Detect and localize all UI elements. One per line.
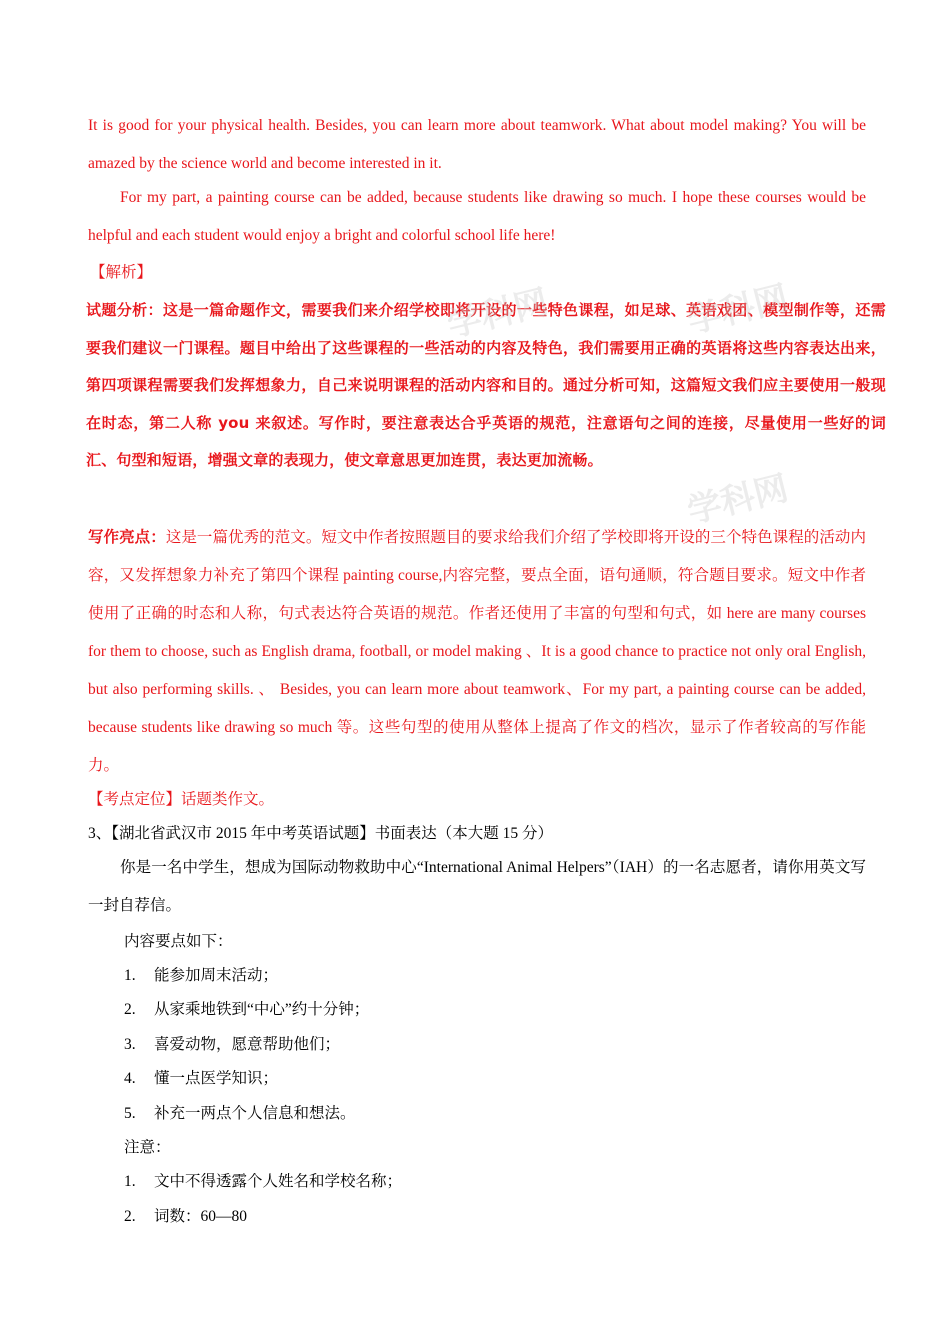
topic-position: 【考点定位】话题类作文。 bbox=[88, 791, 275, 808]
watermark: 学科网 bbox=[443, 282, 553, 346]
highlights-title: 写作亮点： bbox=[88, 529, 166, 546]
highlights-section bbox=[88, 519, 866, 785]
essay-ending bbox=[88, 107, 866, 255]
analysis-box bbox=[86, 278, 886, 532]
list-item: 4. 懂一点医学知识； bbox=[124, 1070, 279, 1087]
analysis-paragraph bbox=[86, 292, 886, 480]
list-item: 2. 词数：60—80 bbox=[124, 1208, 248, 1225]
list-item: 3. 喜爱动物，愿意帮助他们； bbox=[124, 1036, 341, 1053]
list-item: 5. 补充一两点个人信息和想法。 bbox=[124, 1105, 356, 1122]
question-3-heading: 3、【湖北省武汉市 2015 年中考英语试题】书面表达（本大题 15 分） bbox=[88, 825, 554, 842]
analysis-label: 【解析】 bbox=[90, 264, 153, 281]
list-item: 1. 文中不得透露个人姓名和学校名称； bbox=[124, 1173, 403, 1190]
essay-paragraph-2: For my part, a painting course can be added, because students like drawing so much. I hope these courses would be helpful and each student would enjoy a bright and colorful school life here! bbox=[88, 189, 866, 244]
analysis-title: 试题分析： bbox=[86, 301, 163, 319]
list-item: 2. 从家乘地铁到“中心”约十分钟； bbox=[124, 1001, 370, 1018]
list-item: 1. 能参加周末活动； bbox=[124, 967, 279, 984]
highlights-body: 这是一篇优秀的范文。短文中作者按照题目的要求给我们介绍了学校即将开设的三个特色课程的活动内容，又发挥想象力补充了第四个课程 painting course,内容完整，要点全面，语句通顺，符合题目要求。短文中作者使用了正确的时态和人称，句式表达符合英语的规范。作者还使用了丰富的句型和句式，如 here are many courses for them to choose, such as English drama, football, or model making 、It is a good chance to practice not only oral English, but also performing skills. 、 Besides, you can learn more about teamwork、For my part, a painting course can be added, because students like drawing so much 等。这些句型的使用从整体上提高了作文的档次，显示了作者较高的写作能力。 bbox=[88, 529, 866, 774]
essay-paragraph-1: It is good for your physical health. Besides, you can learn more about teamwork. What about model making? You will be amazed by the science world and become interested in it. bbox=[88, 117, 866, 172]
points-title: 内容要点如下： bbox=[124, 933, 233, 950]
analysis-body: 这是一篇命题作文，需要我们来介绍学校即将开设的一些特色课程，如足球、英语戏团、模型制作等，还需要我们建议一门课程。题目中给出了这些课程的一些活动的内容及特色，我们需要用正确的英语将这些内容表达出来，第四项课程需要我们发挥想象力，自己来说明课程的活动内容和目的。通过分析可知，这篇短文我们应主要使用一般现在时态，第二人称 you 来叙述。写作时，要注意表达合乎英语的规范，注意语句之间的连接，尽量使用一些好的词汇、句型和短语，增强文章的表现力，使文章意思更加连贯，表达更加流畅。 bbox=[86, 301, 886, 469]
question-3-prompt-block bbox=[88, 849, 866, 925]
watermark: 学科网 bbox=[683, 278, 793, 342]
question-3-prompt: 你是一名中学生，想成为国际动物救助中心“International Animal Helpers”（IAH）的一名志愿者，请你用英文写一封自荐信。 bbox=[88, 859, 866, 914]
highlights-paragraph bbox=[88, 519, 866, 785]
watermark: 学科网 bbox=[683, 468, 793, 532]
notes-title: 注意： bbox=[124, 1139, 171, 1156]
